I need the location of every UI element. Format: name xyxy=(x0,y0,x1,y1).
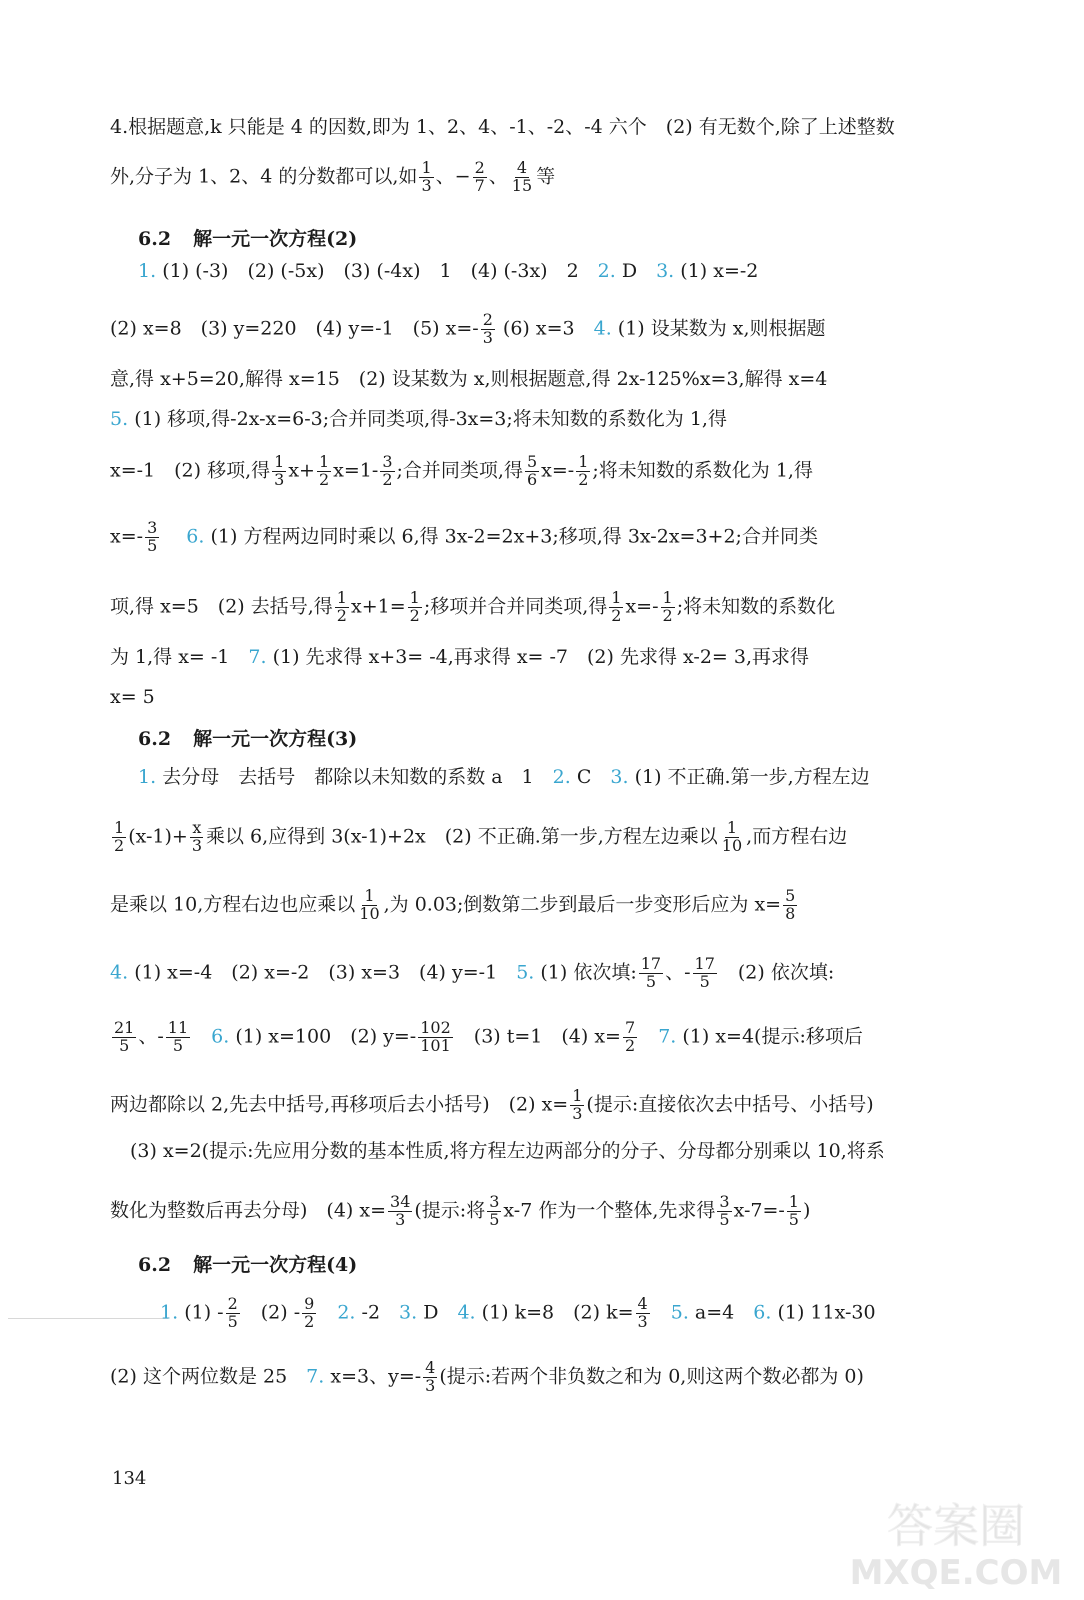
text-line: 1. (1) (-3) (2) (-5x) (3) (-4x) 1 (4) (-3x) 2 2. D 3. (1) x=-2 xyxy=(138,260,759,282)
text-line: 外,分子为 1、2、4 的分数都可以,如 $\frac{1}{3}$ 、− $\frac{2}{7}$ 、 $\frac{4}{15}$ 等 xyxy=(110,158,556,195)
watermark-top: 答案圈 xyxy=(887,1499,1025,1553)
watermark-logo xyxy=(836,1484,1076,1594)
text-line: 数化为整数后再去分母) (4) x= $\frac{34}{3}$ (提示:将 $\frac{3}{5}$ x-7 作为一个整体,先求得 $\frac{3}{5}$ x-7=- $\frac{1}{5}$ ) xyxy=(110,1192,811,1229)
fraction: $\frac{4}{15}$ xyxy=(511,158,533,195)
text-line: 两边都除以 2,先去中括号,再移项后去小括号) (2) x= $\frac{1}{3}$ (提示:直接依次去中括号、小括号) xyxy=(110,1086,874,1123)
watermark-bottom: MXQE.COM xyxy=(849,1553,1063,1593)
text-line: 4.根据题意,k 只能是 4 的因数,即为 1、2、4、-1、-2、-4 六个 (2) 有无数个,除了上述整数 xyxy=(110,116,895,138)
text-line: x=-1 (2) 移项,得 $\frac{1}{3}$ x+ $\frac{1}{2}$ x=1- $\frac{3}{2}$ ;合并同类项,得 $\frac{5}{6}$ x=- $\frac{1}{2}$ ;将未知数的系数化为 1,得 xyxy=(110,452,813,489)
fraction: $\frac{2}{7}$ xyxy=(474,158,485,195)
text-line: 5. (1) 移项,得-2x-x=6-3;合并同类项,得-3x=3;将未知数的系数化为 1,得 xyxy=(110,408,727,430)
text-line: 是乘以 10,方程右边也应乘以 $\frac{1}{10}$ ,为 0.03;倒数第二步到最后一步变形后应为 x= $\frac{5}{8}$ xyxy=(110,886,796,923)
text-line: 4. (1) x=-4 (2) x=-2 (3) x=3 (4) y=-1 5. (1) 依次填: $\frac{17}{5}$ 、- $\frac{17}{5}$ (2) 依次填: xyxy=(110,954,835,991)
text-line: (2) 这个两位数是 25 7. x=3、y=- $\frac{4}{3}$ (提示:若两个非负数之和为 0,则这两个数必都为 0) xyxy=(110,1358,864,1395)
section-heading: 6.2 解一元一次方程(3) xyxy=(138,728,358,750)
text-line: 项,得 x=5 (2) 去括号,得 $\frac{1}{2}$ x+1= $\frac{1}{2}$ ;移项并合并同类项,得 $\frac{1}{2}$ x=- $\frac{1}{2}$ ;将未知数的系数化 xyxy=(110,588,836,625)
fraction: $\frac{1}{3}$ xyxy=(421,158,432,195)
text-line: x= 5 xyxy=(110,686,155,708)
text-line: (2) x=8 (3) y=220 (4) y=-1 (5) x=- $\frac{2}{3}$ (6) x=3 4. (1) 设某数为 x,则根据题 xyxy=(110,310,826,347)
text-line: $\frac{1}{2}$ (x-1)+ $\frac{x}{3}$ 乘以 6,应得到 3(x-1)+2x (2) 不正确.第一步,方程左边乘以 $\frac{1}{10}$ ,而方程右边 xyxy=(114,818,848,855)
text-line: 1. 去分母 去括号 都除以未知数的系数 a 1 2. C 3. (1) 不正确.第一步,方程左边 xyxy=(138,766,870,788)
text-span: 外,分子为 1、2、4 的分数都可以,如 xyxy=(110,165,418,188)
section-heading: 6.2 解一元一次方程(2) xyxy=(138,228,358,250)
text-line: 意,得 x+5=20,解得 x=15 (2) 设某数为 x,则根据题意,得 2x-125%x=3,解得 x=4 xyxy=(110,368,828,390)
text-line: 1. (1) - $\frac{2}{5}$ (2) - $\frac{9}{2}$ 2. -2 3. D 4. (1) k=8 (2) k= $\frac{4}{3}$ 5. a=4 6. (1) 11x-30 xyxy=(160,1294,876,1331)
text-line: (3) x=2(提示:先应用分数的基本性质,将方程左边两部分的分子、分母都分别乘以 10,将系 xyxy=(130,1140,885,1162)
page-number: 134 xyxy=(112,1468,147,1489)
text-line: x=- $\frac{3}{5}$ 6. (1) 方程两边同时乘以 6,得 3x-2=2x+3;移项,得 3x-2x=3+2;合并同类 xyxy=(110,518,818,555)
section-heading: 6.2 解一元一次方程(4) xyxy=(138,1254,358,1276)
scan-rule xyxy=(8,1318,168,1319)
text-line: 为 1,得 x= -1 7. (1) 先求得 x+3= -4,再求得 x= -7 (2) 先求得 x-2= 3,再求得 xyxy=(110,646,809,668)
text-line: $\frac{21}{5}$ 、- $\frac{11}{5}$ 6. (1) x=100 (2) y=- $\frac{102}{101}$ (3) t=1 (4) x= $\frac{7}{2}$ 7. (1) x=4(提示:移项后 xyxy=(114,1018,863,1055)
